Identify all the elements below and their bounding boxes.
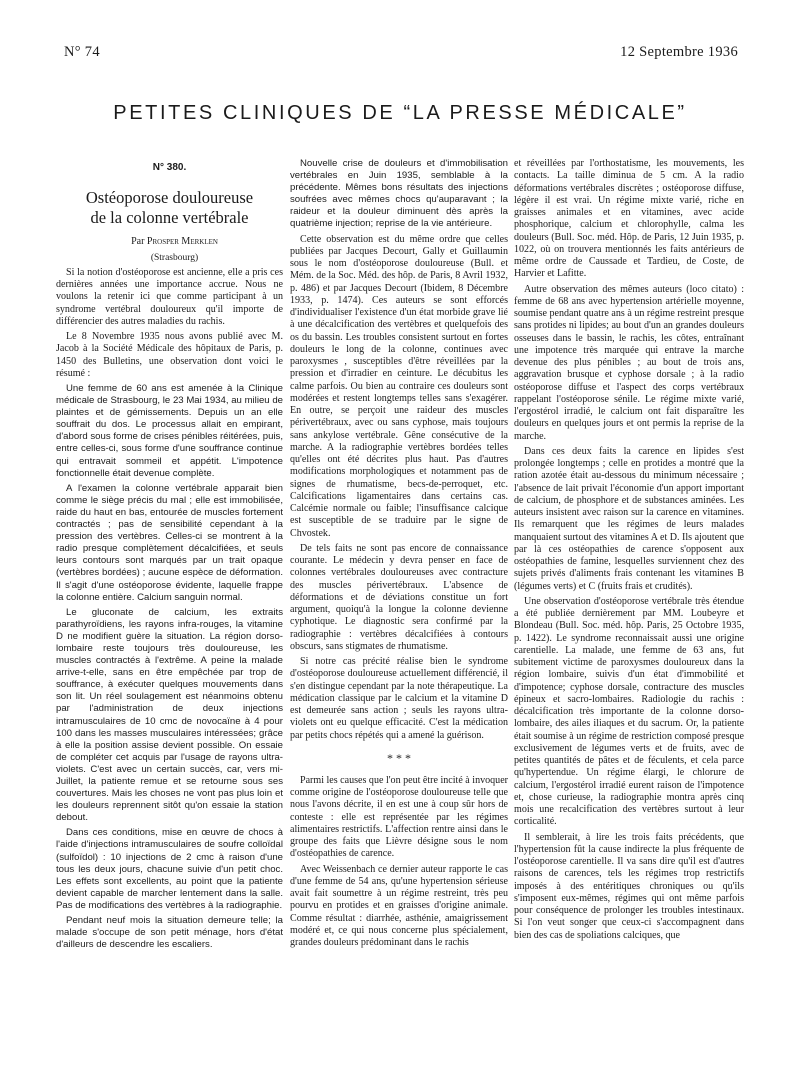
- article-title: [56, 188, 283, 228]
- paragraph: Dans ces deux faits la carence en lipides s'est prolongée longtemps ; celle en protides a montré que la ration azotée était au-dessous du minimum nécessaire ; l'absence de lait privait l'économie d'un apport important de calcium, de phosphore et de substances aminées. Les auteurs insistent avec raison sur la carence en vitamines. Ils remarquent que les régimes de leurs malades manquaient surtout des vitamines A et D. Ils ajoutent que par là ces ostéopathies de carence s'opposent aux ostéopathies de famine, lesquelles surviennent chez des sujets privés d'aliments frais contenant les vitamines B (légumes verts) et C (fruits frais et crudités).: [514, 445, 744, 592]
- quoted-paragraph: Le gluconate de calcium, les extraits parathyroïdiens, les rayons infra-rouges, la vitamine D ne modifient guère la situation. La région dorso-lombaire reste toujours très douloureuse, les muscles contractés à l'extrême. A peine la malade arrive-t-elle, sans en être empêchée par trop de souffrance, à exécuter quelques mouvements dans son lit. Un réel soulagement est néanmoins obtenu par l'administration de deux injections intramusculaires de 10 cmc de novocaïne à 4 pour 100 dans les masses musculaires intéressées; grâce à elle la position assise devient possible. On essaie de compléter cet acquis par l'usage de rayons ultra-violets. C'est avec un certain succès, car, vers mi-Juillet, la patiente remue et se retourne sous ses couvertures. Mais les choses ne vont pas plus loin et les douleurs reprennent sitôt qu'on essaie la station debout.: [56, 606, 283, 824]
- paragraph: Si la notion d'ostéoporose est ancienne, elle a pris ces dernières années une importance accrue. Nous ne voulons la retenir ici que comme participant à un syndrome vertébral douloureux qu'il importe de différencier des autres maladies du rachis.: [56, 266, 283, 327]
- column-1: [56, 158, 283, 954]
- column-2: [290, 158, 508, 952]
- article-title-line-1: Ostéoporose douloureuse: [85, 188, 254, 208]
- quoted-paragraph: Dans ces conditions, mise en œuvre de chocs à l'aide d'injections intramusculaires de soufre colloïdal (sulfoïdol) : 10 injections de 2 cmc à raison d'une tous les deux jours, chacune suivie d'un petit choc. Les effets sont excellents, au point que la patiente devient capable de marcher lentement dans la salle. Pas de modifications des vertèbres à la radiographie.: [56, 827, 283, 911]
- paragraph: De tels faits ne sont pas encore de connaissance courante. Le médecin y devra penser en face de colonnes vertébrales douloureuses avec contracture des muscles périvertébraux. L'absence de déformations et de déviations constitue un fort argument, quoiqu'à la longue la colonne devienne cyphotique. Le diagnostic sera confirmé par la radiographie : vertèbres décalcifiées à contours obscurs, sans stigmates de rhumatisme.: [290, 542, 508, 652]
- quoted-paragraph: Nouvelle crise de douleurs et d'immobilisation vertébrales en Juin 1935, semblable à la précédente. Mêmes bons résultats des injections soufrées avec mêmes chocs qu'auparavant ; la raideur et la douleur diminuent dès après la quatrième injection; reprise de la vie antérieure.: [290, 158, 508, 230]
- paragraph: Parmi les causes que l'on peut être incité à invoquer comme origine de l'ostéoporose douloureuse telle que nous l'avons décrite, il en est une à coup sûr hors de conteste : elle est représentée par les régimes alimentaires restrictifs. L'affection rentre ainsi dans le groupe des faits que Lièvre désigne sous le nom d'ostéopathies de carence.: [290, 774, 508, 860]
- author-prefix: Par: [131, 236, 145, 248]
- paragraph: Une observation d'ostéoporose vertébrale très étendue a été publiée dernièrement par MM. Loubeyre et Blondeau (Bull. Soc. méd. hôp. Paris, 25 Octobre 1935, p. 1422). Le syndrome reconnaissait aussi une origine carentielle. La malade, une femme de 63 ans, fut subitement victime de paroxysmes douloureux dans la région lombaire, suivis d'un état d'immobilité et d'impotence; cyphose dorsale, contracture des muscles épineux et sacro-lombaires. Radiologie du rachis : décalcification très importante de la colonne dorso-lombaire, des ailes iliaques et du sacrum. Or, la patiente était soumise à un régime de restriction composé presque exclusivement de légumes verts et de fruits, avec de petites quantités de pâtes et de féculents, et cela parce qu'hypertendue. Un régime élargi, le chlorure de calcium, l'ergostérol irradié eurent raison de l'impotence et, chose curieuse, la radiographie montra après cinq mois une recalcification des vertèbres surtout à leur corticalité.: [514, 595, 744, 828]
- paragraph: Il semblerait, à lire les trois faits précédents, que l'hypertension fût la cause indirecte la plus fréquente de l'ostéoporose carentielle. Il va sans dire qu'il est d'autres raisons de carences, tels les régimes trop restrictifs imposés à des entéritiques chroniques ou qu'ils s'imposent eux-mêmes, régimes qui ont même parfois pour conséquence de prolonger les troubles intestinaux. Si l'on veut songer que ceux-ci s'accompagnent dans bien des cas de spoliations calciques, que: [514, 831, 744, 941]
- article-title-line-2: de la colonne vertébrale: [90, 208, 249, 228]
- issue-number: N° 74: [64, 44, 100, 60]
- quoted-paragraph: Pendant neuf mois la situation demeure telle; la malade s'occupe de son petit ménage, hors d'état d'ailleurs de descendre les escaliers.: [56, 915, 283, 951]
- paragraph: Le 8 Novembre 1935 nous avons publié avec M. Jacob à la Société Médicale des hôpitaux de Paris, p. 1450 des Bulletins, une observation dont voici le résumé :: [56, 331, 283, 379]
- article-number: N° 380.: [152, 162, 187, 173]
- author-name: Prosper Merklen: [146, 236, 218, 248]
- column-3: [514, 158, 744, 945]
- paragraph: Avec Weissenbach ce dernier auteur rapporte le cas d'une femme de 54 ans, qu'une hypertension sérieuse avait fait soumettre à un régime restreint, très peu pourvu en protides et en graisses d'origine animale. Comme résultat : diarrhée, asthénie, amaigrissement modéré et, ce qui nous concerne plus spécialement, grandes douleurs prédominant dans le rachis: [290, 863, 508, 949]
- article-author: [56, 236, 283, 248]
- paragraph: Autre observation des mêmes auteurs (loco citato) : femme de 68 ans avec hypertension artérielle moyenne, soumise pendant quatre ans à un régime restreint presque sans protides ni lipides; au bout d'un an grandes douleurs osseuses dans le bassin, le rachis, les côtes, entraînant une impotence très marquée qui entrave la marche devenue des plus pénibles ; au bout de trois ans, aggravation brusque et cyphose dorsale ; à la radio ostéoporose diffuse et l'aspect des corps vertébraux rappelant l'ostéoporose sénile. Le régime mixte varié, l'ergostérol irradié, le calcium ont fait disparaître les douleurs en quelques jours et ont permis la reprise de la marche.: [514, 283, 744, 442]
- issue-date: 12 Septembre 1936: [620, 44, 738, 60]
- paragraph: Cette observation est du même ordre que celles publiées par Jacques Decourt, Gally et Guillaumin sous le nom d'ostéoporose douloureuse (Bull. et Mém. de la Soc. Méd. des hôp. de Paris, 8 Avril 1932, p. 486) et par Jacques Decourt (Ibidem, 8 Décembre 1933, p. 1474). Ces auteurs se sont efforcés d'individualiser l'existence d'un état morbide grave lié à une décalcification des vertèbres et quelquefois des os du bassin. Les troubles consistent surtout en fortes douleurs le long de la colonne, continues avec paroxysmes , susceptibles d'être réveillées par la pression et d'irradier en ceinture. Le décubitus les calme parfois. Ou bien au contraire ces douleurs sont modérées et restent longtemps telles sans s'exagérer. En outre, se perçoit une raideur des muscles périvertébraux, avec ou sans cyphose, mais toujours sans ankylose vertébrale. Gêne consécutive de la marche. A la radiographie vertèbres bordées telles qu'elles ont été décrites plus haut. Pas d'autres modifications morphologiques et notamment pas de signes de rhumatisme, becs-de-perroquet, etc. Calcifications ligamentaires dans certains cas. Calcémie normale ou faible; l'insuffisance calcique est susceptible de se traduire par le signe de Chvostek.: [290, 233, 508, 539]
- section-separator: * * *: [387, 750, 411, 765]
- journal-banner: PETITES CLINIQUES DE “LA PRESSE MÉDICALE”: [113, 102, 687, 124]
- paragraph: Si notre cas précité réalise bien le syndrome d'ostéoporose douloureuse actuellement différencié, il s'en distingue cependant par la note thérapeutique. La médication classique par le calcium et la vitamine D est demeurée sans action ; seuls les rayons ultra-violets ont eu quelque efficacité. C'est la médication par petits chocs répétés qui a amené la guérison.: [290, 656, 508, 741]
- paragraph: et réveillées par l'orthostatisme, les mouvements, les contacts. La taille diminua de 5 cm. A la radio déformations vertébrales discrètes ; ostéoporose diffuse, légère il est vrai. Un régime mixte varié, riche en graisses animales et en vitamines, avec acide phosphorique, calcium et chlorophylle, calma les douleurs (Bull. Soc. méd. Hôp. de Paris, 12 Juin 1935, p. 1022, où on trouvera mentionnés les faits antérieurs de même ordre de Caussade et Tardieu, de Coste, de Harvier et Lafitte.: [514, 158, 744, 280]
- author-affiliation: (Strasbourg): [150, 252, 199, 263]
- quoted-paragraph: A l'examen la colonne vertébrale apparait bien comme le siège précis du mal ; elle est immobilisée, raide du haut en bas, entourée de muscles fortement contractés ; pas de sensibilité cependant à la pression des vertèbres. Celles-ci se montrent à la radio presque complètement décalcifiées, et seuls leurs contours sont marqués par un trait opaque (vertèbres bordées) ; aucune espèce de déformation. Il s'agit d'une ostéoporose évidente, laquelle frappe la colonne entière. Calcium sanguin normal.: [56, 482, 283, 603]
- quoted-paragraph: Une femme de 60 ans est amenée à la Clinique médicale de Strasbourg, le 23 Mai 1934, au milieu de plaintes et de gémissements. Depuis un an elle souffrait du dos. Le processus allait en empirant, d'abord sous forme de crises pénibles réitérées, puis, entre celles-ci, sous forme d'une souffrance continue qui entravait sommeil et appétit. L'impotence fonctionnelle était devenue complète.: [56, 383, 283, 479]
